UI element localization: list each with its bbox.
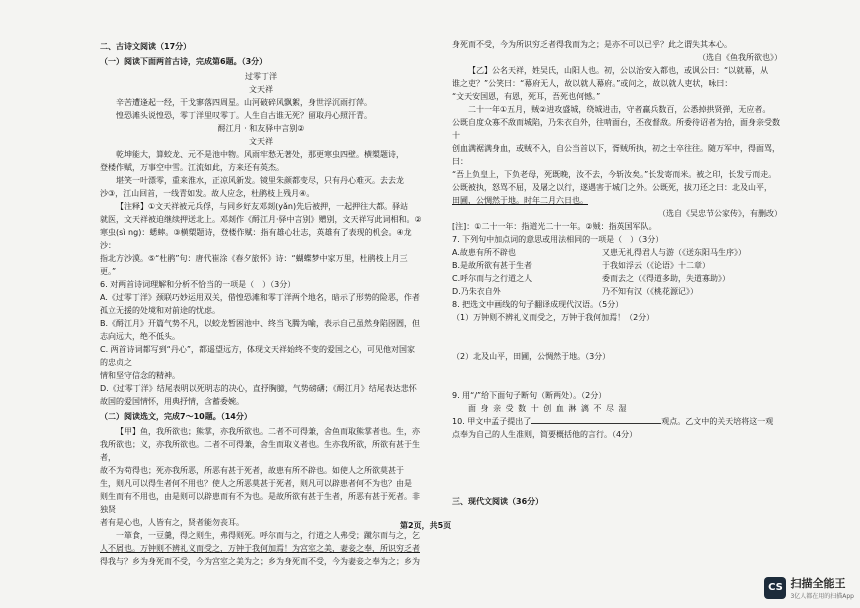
poem-title: 酹江月 · 和友驿中言别②	[217, 124, 305, 133]
right-column	[452, 38, 782, 510]
page-number: 第2页，共5页	[400, 521, 452, 530]
passage-line: 身死而不受，今为所识穷乏者得我而为之；是亦不可以已乎？此之谓失其本心。	[452, 40, 732, 49]
option-c: C. 两首诗词都写到“丹心”，都遥望远方，体现文天祥始终不变的爱国之心，可见他对国家的忠贞之	[100, 345, 415, 367]
question-6: 6. 对两首诗词理解和分析不恰当的一项是（ ）（3分）	[100, 280, 296, 289]
option-row	[452, 272, 782, 285]
section-heading: 二、古诗文阅读（17分）	[100, 42, 192, 51]
option-right: 又患无礼得君人与游（《送东阳马生序》）	[602, 248, 746, 257]
poem-line: 堪笑一叶漂零，重来淮水，正凉风新发。镜里朱颜都变尽，只有丹心难灭。去去龙	[116, 176, 404, 185]
option-d: D.《过零丁洋》结尾表明以死明志的决心，直抒胸臆，气势磅礴；《酹江月》结尾表达悲怀	[100, 384, 417, 393]
poem-author: 文天祥	[249, 85, 273, 94]
notes: [注]：①二十一年：指道光二十一年。②贼：指英国军队。	[452, 222, 657, 231]
answer-blank	[531, 415, 661, 424]
question-10-start: 10. 甲文中孟子提出了	[452, 417, 532, 426]
passage-line: 【甲】鱼，我所欲也；熊掌，亦我所欲也。二者不可得兼，舍鱼而取熊掌者也。生，亦	[116, 427, 420, 436]
option-right: 于我如浮云（《论语》十二章）	[602, 261, 710, 270]
option-row	[452, 285, 782, 298]
subsection-heading: （二）阅读选文，完成7～10题。（14分）	[100, 412, 252, 421]
question-10	[452, 415, 782, 428]
passage-line: 一箪食，一豆羹，得之则生，弗得则死。呼尔而与之，行道之人弗受；蹴尔而与之，乞	[116, 531, 420, 540]
passage-line: 故不为苟得也；死亦我所恶，所恶有甚于死者，故患有所不辟也。如使人之所欲莫甚于	[100, 466, 404, 475]
note-line: 指北方沙漠。⑤“杜鹃”句：唐代崔涂《春夕旅怀》诗：“蝴蝶梦中家万里，杜鹃枝上月三更。”	[100, 254, 408, 276]
option-c-cont: 情和坚守信念的精神。	[100, 371, 180, 380]
option-right: 乃不知有汉（《桃花源记》）	[602, 287, 698, 296]
passage-source: （选自《吴忠节公家传》，有删改）	[658, 209, 782, 218]
question-8-part2: （2）北及山平，田圃，公惆然于地。（3分）	[452, 352, 611, 361]
option-a: A.《过零丁洋》颈联巧妙运用双关，借惶恐滩和零丁洋两个地名，暗示了形势的险恶，作者	[100, 293, 420, 302]
passage-line: 者有是心也，人皆有之，贤者能勿丧耳。	[100, 518, 244, 527]
passage-line: 得我与？乡为身死而不受，今为宫室之美为之；乡为身死而不受，今为妻妾之奉为之；乡为	[100, 557, 420, 566]
subsection-heading: （一）阅读下面两首古诗，完成第6题。（3分）	[100, 57, 268, 66]
passage-line: “吾上负皇上，下负老母，死既晚，汝不去，今斩汝矣。”长发寄而米。被之印，长发亏而走。	[452, 170, 777, 179]
question-8: 8. 把选文中画线的句子翻译成现代汉语。（5分）	[452, 300, 624, 309]
question-10-cont: 点奉为自己的人生准则，简要概括他的言行。（4分）	[452, 430, 638, 439]
question-10-mid: 观点。乙文中的关天培将这一观	[661, 417, 774, 426]
passage-line-underlined: 田圃，公惆然于地。时年二月六日也。	[452, 196, 588, 205]
option-b: B.《酹江月》开篇气势不凡，以蛟龙暂困池中、终当飞腾为喻，表示自己虽然身陷囹圄，但	[100, 319, 421, 328]
passage-line: 生，则凡可以得生者何不用也？使人之所恶莫甚于死者，则凡可以辟患者何不为也？由是	[100, 479, 412, 488]
poem-line: 沙③，江山回首，一线青如发。故人应念，杜鹃枝上残月④。	[100, 189, 315, 198]
option-b-cont: 志向远大，绝不低头。	[100, 332, 180, 341]
passage-line: 我所欲也；义，亦我所欲也。二者不可得兼，舍生而取义者也。生亦我所欲，所欲有甚于生者，	[100, 440, 420, 462]
option-left: A.故患有所不辟也	[452, 248, 516, 257]
option-d-cont: 故国的爱国情怀，用典抒情，含蓄委婉。	[100, 397, 244, 406]
left-column	[100, 38, 422, 568]
poem-title: 过零丁洋	[245, 72, 277, 81]
camscanner-logo-icon: CS	[764, 577, 786, 599]
option-left: D.乃朱衣自外	[452, 287, 501, 296]
passage-line: 谁之吏？”公笑曰：“幕府无人，故以就人幕府。”或问之，故以就人吏状，咏曰：	[452, 79, 733, 88]
watermark-subtitle: 3亿人都在用的扫描App	[790, 593, 854, 600]
option-row	[452, 259, 782, 272]
passage-line: 公既自度众寡不敌而城陷，乃朱衣自外，往啃面台，丕夜督敌。所委待诏者为拾，面身亲受数十	[452, 118, 780, 140]
question-9: 9. 用“/”给下面句子断句（断两处）。（2分）	[452, 391, 607, 400]
passage-line: “文天安国恩，有恩，死耳，吾死也何憾。”	[452, 92, 601, 101]
question-9-text: 面 身 亲 受 数 十 创 血 淋 漓 不 尽 湿	[468, 404, 628, 413]
passage-line: 公既被执，怒骂不屈，及屠之以行，遂遇害于城门之外。公既死，拔刀还之曰：北及山平，	[452, 183, 772, 192]
poem-line: 辛苦遭逢起一经，干戈寥落四周星。山河破碎风飘絮，身世浮沉雨打萍。	[116, 98, 372, 107]
answer-space	[452, 363, 782, 389]
poem-line: 惶恐滩头说惶恐，零丁洋里叹零丁。人生自古谁无死？留取丹心照汗青。	[116, 111, 372, 120]
option-right: 委而去之（《得道多助，失道寡助》）	[602, 274, 730, 283]
option-a-cont: 孤立无援的处境和对前途的忧虑。	[100, 306, 220, 315]
poem-line: 乾坤能大，算蛟龙、元不是池中物。风雨牢愁无著处，那更寒虫四壁。横槊题诗，	[116, 150, 404, 159]
poem-author: 文天祥	[249, 137, 273, 146]
answer-space	[452, 441, 782, 493]
passage-line: 则生而有不用也，由是则可以辟患而有不为也。是故所欲有甚于生者，所恶有甚于死者。非独贤	[100, 492, 420, 514]
watermark-text	[790, 575, 854, 600]
question-7: 7. 下列句中加点词的意思或用法相同的一项是（ ）（3分）	[452, 235, 664, 244]
note-line: 就医，文天祥被迫继续押送北上。邓剡作《酹江月·驿中言别》赠别，文天祥写此词相和。②	[100, 215, 422, 224]
watermark	[764, 575, 854, 600]
option-left: B.是故所欲有甚于生者	[452, 261, 533, 270]
note-line: 寒虫(sì ng)：蟋蟀。③横槊题诗，登楼作赋：指有雄心壮志，英雄有了表现的机会。④龙沙：	[100, 228, 412, 250]
answer-space	[452, 324, 782, 350]
question-8-part1: （1）万钟则不辨礼义而受之，万钟于我何加焉！（2分）	[452, 313, 655, 322]
passage-line: 创血满裾满身血，或贼不入，自公当首以下，胥贼所执，初之士卒往往。随万军中，得面骂，曰：	[452, 144, 780, 166]
watermark-title: 扫描全能王	[790, 577, 846, 590]
passage-line: 二十一年①五月，贼②进攻盛城，绕城进击，守者羸兵数百，公悉掉拱贤弹，无应者。	[468, 105, 771, 114]
note-line: 【注释】①文天祥被元兵俘，与同乡好友邓剡(yǎn)先后被押，一起押往大都。驿站	[116, 202, 409, 211]
section-heading: 三、现代文阅读（36分）	[452, 497, 544, 506]
option-row	[452, 246, 782, 259]
option-left: C.呼尔而与之行道之人	[452, 274, 533, 283]
passage-line-underlined: 人不屑也。万钟则不辨礼义而受之，万钟于我何加焉！为宫室之美，妻妾之奉，所识穷乏者	[100, 544, 420, 553]
poem-line: 登楼作赋，万事空中雪。江流如此，方来还有英杰。	[100, 163, 284, 172]
passage-source: （选自《鱼我所欲也》）	[698, 53, 782, 62]
passage-line: 【乙】公名天祥，姓吴氏，山阳人也。初，公以治安入都也，或讽公曰：“以就幕，从	[468, 66, 769, 75]
